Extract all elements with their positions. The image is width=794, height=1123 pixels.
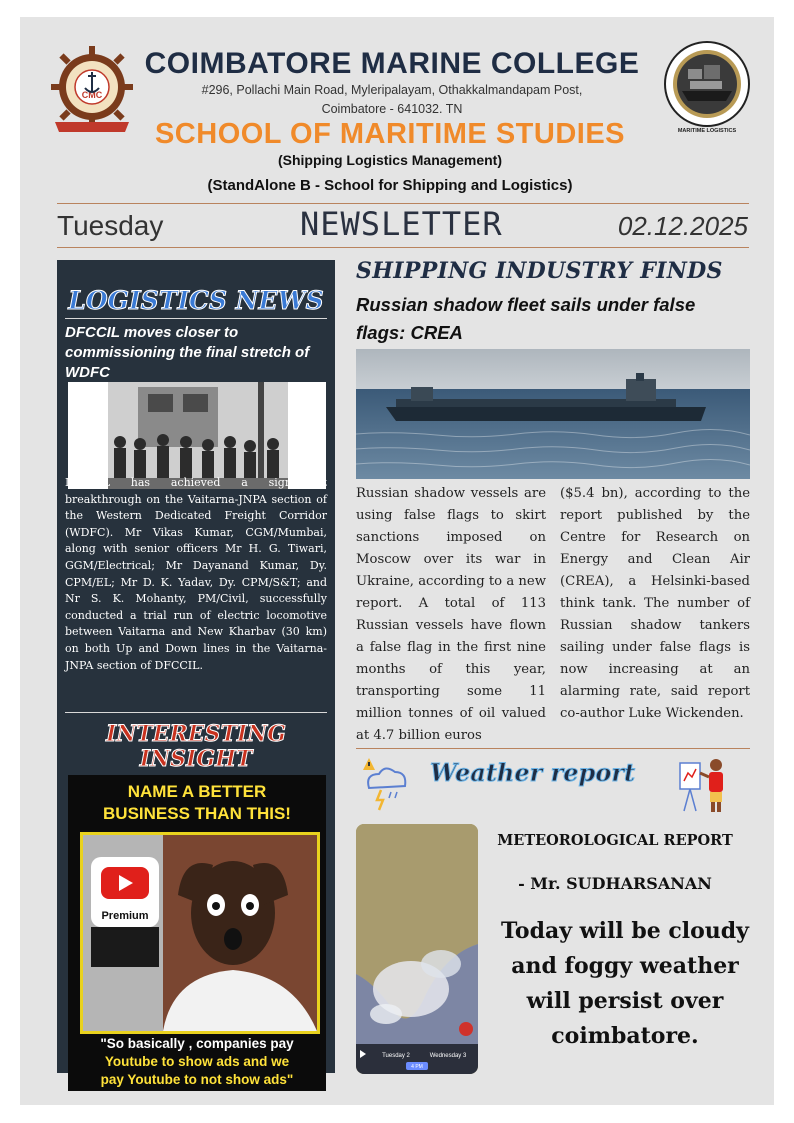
insight-heading-line1: NAME A BETTER (127, 782, 267, 801)
issue-date: 02.12.2025 (617, 211, 748, 241)
weather-satellite-map (356, 824, 478, 1074)
logistics-photo (68, 382, 326, 489)
insight-title-line1: INTERESTING (105, 721, 287, 747)
logo-caption: MARITIME LOGISTICS (677, 128, 737, 133)
insight-image (80, 832, 320, 1034)
insight-card (68, 775, 326, 1091)
header-rule-top (57, 203, 749, 204)
shipping-headline: Russian shadow fleet sails under false flags: CREA (356, 294, 696, 343)
youtube-premium-meme (83, 835, 317, 1031)
tanker-at-sea-image (356, 349, 750, 479)
satellite-map-image (356, 824, 478, 1074)
insight-card-heading (68, 781, 326, 825)
shipping-column-1: Russian shadow vessels are using false flags to skirt sanctions imposed on Moscow over its war in Ukraine, according to a new report. A total of 113 Russian vessels have flown a false flag in the first nine months of this year, transporting some 11 million tonnes of oil valued at 4.7 billion euros (356, 486, 546, 743)
address-line-1: #296, Pollachi Main Road, Myleripalayam, Othakkalmandapam Post, (201, 83, 583, 97)
quote-line3: pay Youtube to not show ads" (100, 1072, 294, 1087)
quote-line2: Youtube to show ads and we (104, 1054, 290, 1069)
header-rule-bottom (57, 247, 749, 248)
insight-quote (72, 1035, 322, 1089)
premium-label: Premium (101, 910, 149, 922)
shipping-column-2: ($5.4 bn), according to the report published by the Centre for Research on Energy and Clean Air (CREA), a Helsinki-based think tank. The number of Russian shadow tankers sailing under false flags is now increasing at an alarming rate, said report co-author Luke Wickenden. (560, 486, 750, 721)
address-line-2: Coimbatore - 641032. TN (321, 102, 463, 116)
map-day-1: Tuesday 2 (382, 1053, 410, 1059)
map-day-2: Wednesday 3 (429, 1053, 467, 1059)
logistics-rule (65, 318, 327, 319)
college-address (130, 81, 654, 119)
locomotive-group-photo (68, 382, 326, 489)
interesting-insight-title (57, 722, 335, 772)
newsletter-title: NEWSLETTER (300, 205, 503, 243)
weather-presenter-icon (676, 753, 736, 815)
program-subtitle: (Shipping Logistics Management) (277, 152, 502, 168)
insight-title-line2: INSIGHT (139, 746, 253, 772)
weather-forecast: Today will be cloudy and foggy weather will persist over coimbatore. (501, 918, 749, 1049)
logo-text: CMC (81, 90, 103, 100)
insight-heading-line2: BUSINESS THAN THIS! (103, 804, 291, 823)
weather-report-title: Weather report (430, 758, 636, 787)
logistics-column (57, 260, 335, 1087)
storm-cloud-icon (355, 752, 411, 812)
map-time: 4 PM (411, 1064, 423, 1070)
meteorological-report-label: METEOROLOGICAL REPORT (497, 832, 733, 849)
school-name: SCHOOL OF MARITIME STUDIES (154, 118, 626, 150)
shadow-tanker-photo (356, 349, 750, 479)
weather-author: - Mr. SUDHARSANAN (518, 874, 712, 893)
logistics-bottom-rule (65, 712, 327, 713)
logistics-headline: DFCCIL moves closer to commissioning the final stretch of WDFC (65, 324, 310, 381)
college-name: COIMBATORE MARINE COLLEGE (144, 47, 640, 80)
weekday: Tuesday (57, 210, 164, 241)
standalone-subtitle: (StandAlone B - School for Shipping and Logistics) (207, 177, 573, 194)
shipping-section-title: SHIPPING INDUSTRY FINDS (356, 258, 723, 284)
quote-line1: "So basically , companies pay (100, 1036, 294, 1051)
logistics-body: DFCCIL has achieved a significant breakthrough on the Vaitarna-JNPA section of the Western Dedicated Freight Corridor (WDFC). Mr Vikas Kumar, CGM/Mumbai, along with senior officers Mr H. G. Tiwari, GGM/Electrical; Mr Dayanand Kumar, Dy. CPM/EL; Mr D. K. Yadav, Dy. CPM/S&T; and Nr S. K. Mohanty, PM/Civil, successfully conducted a trial run of electric locomotive between Vaitarna and New Kharbav (30 km) on both Up and Down lines in the Vaitarna-JNPA section of DFCCIL. (65, 476, 327, 672)
newsletter-page (20, 17, 774, 1105)
logistics-news-title: LOGISTICS NEWS (68, 286, 324, 315)
shipping-rule (356, 748, 750, 749)
